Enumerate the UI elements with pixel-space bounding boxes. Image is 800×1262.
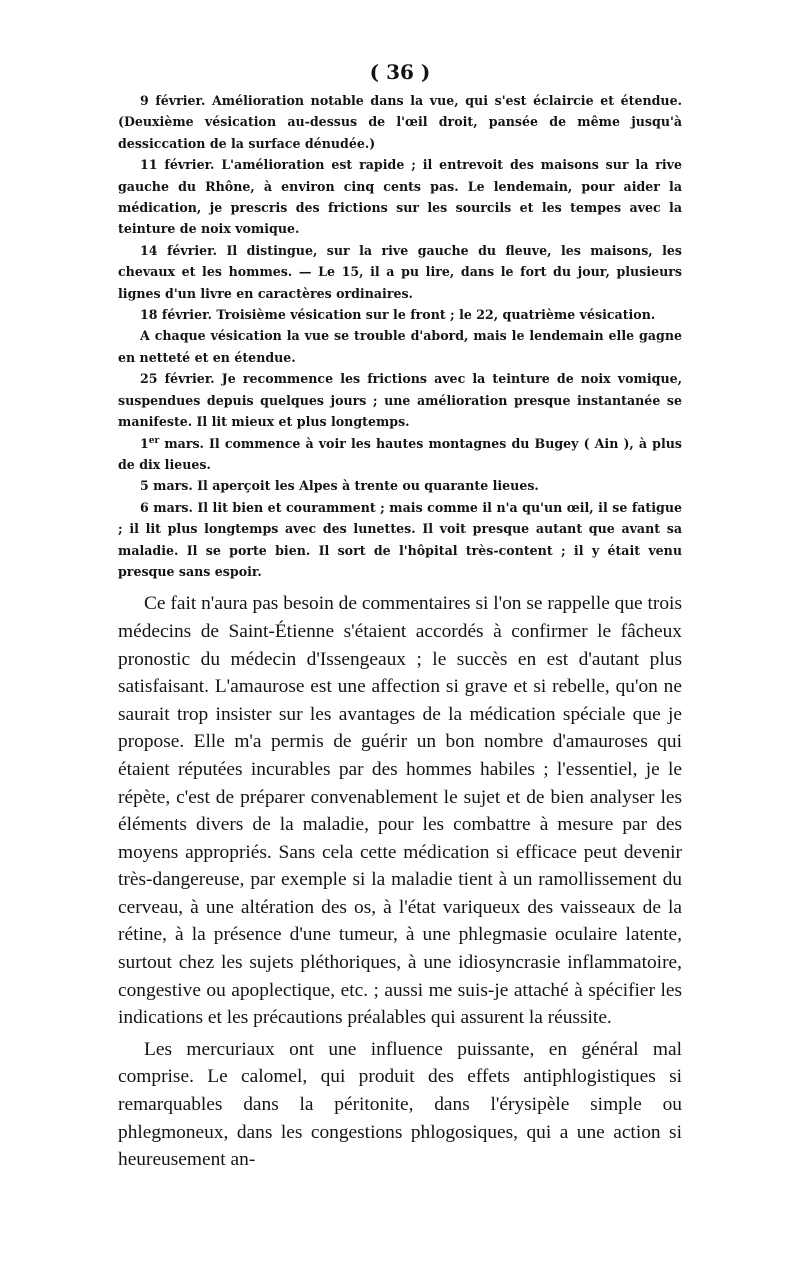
journal-entry [118, 90, 682, 154]
journal-entry [118, 304, 682, 325]
section-spacer [118, 582, 682, 590]
journal-entry [118, 433, 682, 476]
entry-date-rest: mars. [159, 435, 204, 451]
entry-date: 14 février. [140, 242, 218, 258]
entry-text: Troisième vésication sur le front ; le 22, quatrième vésication. [211, 307, 656, 323]
entry-date: 1 [140, 435, 149, 451]
journal-entry [118, 497, 682, 583]
entry-text: Il distingue, sur la rive gauche du fleuve, les maisons, les chevaux et les hommes. — Le 15, il a pu lire, dans le fort du jour, plusieurs lignes d'un livre en caractères ordinaires. [118, 242, 683, 301]
entry-text: L'amélioration est rapide ; il entrevoit des maisons sur la rive gauche du Rhône, à environ cinq cents pas. Le lendemain, pour aider la médication, je prescris des frictions sur les sourcils et les tempes avec la teinture de noix vomique. [118, 157, 682, 237]
body-paragraph: Ce fait n'aura pas besoin de commentaires si l'on se rappelle que trois médecins de Saint-Étienne s'étaient accordés à confirmer le fâcheux pronostic du médecin d'Issengeaux ; le succès en est d'autant plus satisfaisant. L'amaurose est une affection si grave et si rebelle, qu'on ne saurait trop insister sur les avantages de la médication spéciale que je propose. Elle m'a permis de guérir un bon nombre d'amauroses qui étaient réputées incurables par des hommes habiles ; l'essentiel, je le répète, c'est de préparer convenablement le sujet et de bien analyser les éléments divers de la maladie, pour les combattre à mesure par des moyens appropriés. Sans cela cette médication si efficace peut devenir très-dangereuse, par exemple si la maladie tient à un ramollissement du cerveau, à une altération des os, à l'état variqueux des vaisseaux de la rétine, à la présence d'une tumeur, à une phlegmasie oculaire latente, surtout chez les sujets pléthoriques, à une idiosyncrasie inflammatoire, congestive ou apoplectique, etc. ; aussi me suis-je attaché à spécifier les indications et les précautions préalables qui assurent la réussite. [118, 593, 682, 1029]
journal-entry [118, 325, 682, 368]
entry-text: Il aperçoit les Alpes à trente ou quarante lieues. [192, 478, 539, 494]
journal-entry [118, 240, 682, 304]
entry-date: 6 mars. [140, 499, 193, 515]
entry-date: 18 février. [140, 307, 212, 323]
entry-text: Il lit bien et couramment ; mais comme il n'a qu'un œil, il se fatigue ; il lit plus longtemps avec des lunettes. Il voit presque autant que avant sa maladie. Il se porte bien. Il sort de l'hôpital très-content ; il y était venu presque sans espoir. [118, 499, 682, 579]
entry-text: Il commence à voir les hautes montagnes du Bugey ( Ain ), à plus de dix lieues. [118, 435, 682, 472]
body-paragraph: Les mercuriaux ont une influence puissante, en général mal comprise. Le calomel, qui produit des effets antiphlogistiques si remarquables dans la péritonite, dans l'érysipèle simple ou phlegmoneux, dans les congestions phlogosiques, qui a une action si heureusement an- [118, 1038, 682, 1171]
journal-entry [118, 368, 682, 432]
journal-entry [118, 475, 682, 496]
entry-date-superscript: er [148, 435, 160, 446]
entry-text: A chaque vésication la vue se trouble d'abord, mais le lendemain elle gagne en netteté et en étendue. [118, 328, 682, 365]
entry-date: 5 mars. [140, 478, 193, 494]
entry-text: Amélioration notable dans la vue, qui s'est éclaircie et étendue. (Deuxième vésication au-dessus de l'œil droit, pansée de même jusqu'à dessiccation de la surface dénudée.) [118, 93, 682, 151]
entry-date: 25 février. [140, 371, 215, 387]
page-number: ( 36 ) [369, 60, 431, 84]
entry-text: Je recommence les frictions avec la teinture de noix vomique, suspendues depuis quelques jours ; une amélioration presque instantanée se manifeste. Il lit mieux et plus longtemps. [118, 371, 682, 430]
journal-entry [118, 154, 682, 240]
entry-date: 11 février. [140, 157, 215, 173]
entry-date: 9 février. [140, 93, 206, 108]
